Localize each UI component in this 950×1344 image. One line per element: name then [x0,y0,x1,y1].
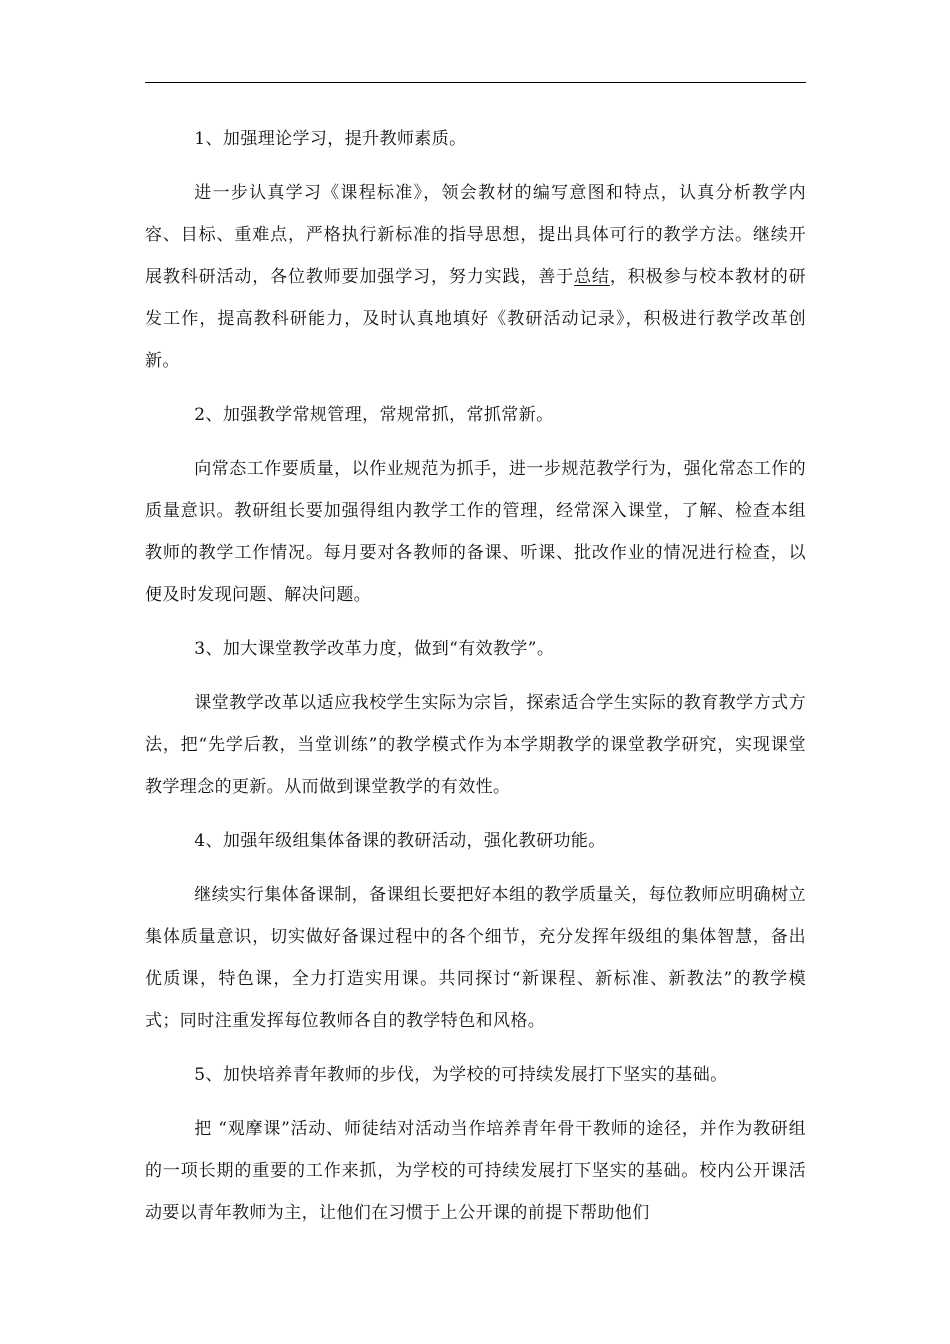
section-1-heading: 1、加强理论学习，提升教师素质。 [194,129,467,149]
section-1-body [145,172,806,382]
document-body [145,118,806,1234]
header-rule [145,82,806,83]
section-2-heading: 2、加强教学常规管理，常规常抓，常抓常新。 [194,405,554,425]
section-5-heading: 5、加快培养青年教师的步伐，为学校的可持续发展打下坚实的基础。 [194,1065,728,1085]
section-3-body: 课堂教学改革以适应我校学生实际为宗旨，探索适合学生实际的教育教学方式方法，把“先学后教，当堂训练”的教学模式作为本学期教学的课堂教学研究，实现课堂教学理念的更新。从而做到课堂教学的有效性。 [145,693,806,797]
section-4-heading: 4、加强年级组集体备课的教研活动，强化教研功能。 [194,831,606,851]
section-5-body: 把 “观摩课”活动、师徒结对活动当作培养青年骨干教师的途径，并作为教研组的一项长期的重要的工作来抓，为学校的可持续发展打下坚实的基础。校内公开课活动要以青年教师为主，让他们在习惯于上公开课的前提下帮助他们 [145,1119,806,1223]
section-1-body-text-b: ，积极参与校本教材的研发工作，提高教科研能力，及时认真地填好《教研活动记录》，积极进行教学改革创新。 [145,267,806,371]
summary-link[interactable]: 总结 [574,267,610,287]
section-4-body: 继续实行集体备课制，备课组长要把好本组的教学质量关，每位教师应明确树立集体质量意识，切实做好备课过程中的各个细节，充分发挥年级组的集体智慧，备出优质课，特色课，全力打造实用课。共同探讨“新课程、新标准、新教法”的教学模式；同时注重发挥每位教师各自的教学特色和风格。 [145,885,806,1031]
section-3-heading: 3、加大课堂教学改革力度，做到“有效教学”。 [194,639,555,659]
section-1-body-text-a: 进一步认真学习《课程标准》，领会教材的编写意图和特点，认真分析教学内容、目标、重难点，严格执行新标准的指导思想，提出具体可行的教学方法。继续开展教科研活动，各位教师要加强学习，努力实践，善于 [145,183,806,287]
section-2-body: 向常态工作要质量，以作业规范为抓手，进一步规范教学行为，强化常态工作的质量意识。教研组长要加强得组内教学工作的管理，经常深入课堂，了解、检查本组教师的教学工作情况。每月要对各教师的备课、听课、批改作业的情况进行检查，以便及时发现问题、解决问题。 [145,459,806,605]
